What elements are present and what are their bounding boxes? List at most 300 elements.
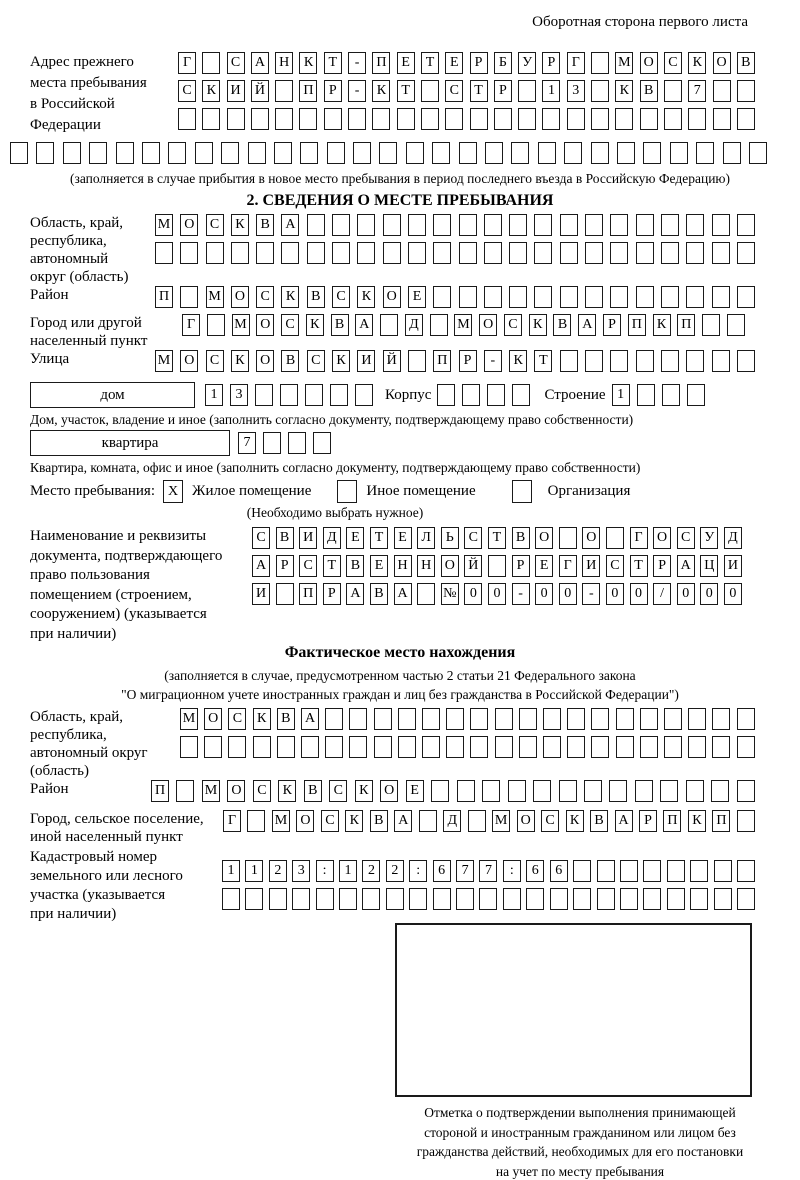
cadastral-cell[interactable]	[526, 888, 544, 910]
actual-district-cell[interactable]	[508, 780, 526, 802]
prev-address-cell[interactable]	[670, 142, 688, 164]
city-cell[interactable]: В	[553, 314, 571, 336]
actual-city-cell[interactable]: О	[296, 810, 314, 832]
region-cell[interactable]	[332, 242, 350, 264]
prev-address-cell[interactable]: У	[518, 52, 536, 74]
cadastral-cell[interactable]	[737, 860, 755, 882]
document-cell[interactable]: 0	[724, 583, 742, 605]
document-cell[interactable]: Т	[370, 527, 388, 549]
prev-address-cell[interactable]: К	[372, 80, 390, 102]
district-cell[interactable]: К	[357, 286, 375, 308]
region-cell[interactable]	[636, 214, 654, 236]
actual-city-cell[interactable]: П	[712, 810, 730, 832]
actual-region-cell[interactable]	[446, 736, 464, 758]
prev-address-cell[interactable]	[538, 142, 556, 164]
actual-district-cell[interactable]	[737, 780, 755, 802]
document-cell[interactable]: У	[700, 527, 718, 549]
cadastral-cell[interactable]	[737, 888, 755, 910]
cadastral-cell[interactable]: :	[503, 860, 521, 882]
document-cell[interactable]: В	[346, 555, 364, 577]
cadastral-cell[interactable]: 2	[362, 860, 380, 882]
street-cell[interactable]	[408, 350, 426, 372]
apartment-cell[interactable]: 7	[238, 432, 256, 454]
cadastral-cell[interactable]: 2	[386, 860, 404, 882]
actual-city-cell[interactable]: М	[272, 810, 290, 832]
cadastral-cell[interactable]	[456, 888, 474, 910]
document-cell[interactable]: Е	[370, 555, 388, 577]
actual-district-cell[interactable]	[660, 780, 678, 802]
region-cell[interactable]	[231, 242, 249, 264]
region-cell[interactable]	[686, 214, 704, 236]
prev-address-cell[interactable]	[713, 80, 731, 102]
prev-address-cell[interactable]: Р	[470, 52, 488, 74]
prev-address-cell[interactable]	[327, 142, 345, 164]
document-cell[interactable]: Ц	[700, 555, 718, 577]
street-cell[interactable]: Й	[383, 350, 401, 372]
city-cell[interactable]: А	[578, 314, 596, 336]
street-cell[interactable]	[737, 350, 755, 372]
district-cell[interactable]	[509, 286, 527, 308]
region-cell[interactable]	[661, 214, 679, 236]
cadastral-cell[interactable]: 6	[433, 860, 451, 882]
actual-region-cell[interactable]	[519, 736, 537, 758]
cadastral-cell[interactable]	[597, 888, 615, 910]
prev-address-cell[interactable]	[615, 108, 633, 130]
prev-address-cell[interactable]	[221, 142, 239, 164]
document-cell[interactable]: Е	[535, 555, 553, 577]
city-cell[interactable]: С	[281, 314, 299, 336]
document-cell[interactable]: 0	[488, 583, 506, 605]
district-cell[interactable]: В	[307, 286, 325, 308]
cadastral-cell[interactable]	[245, 888, 263, 910]
actual-region-cell[interactable]: К	[253, 708, 271, 730]
cadastral-cell[interactable]: 2	[269, 860, 287, 882]
prev-address-cell[interactable]: К	[615, 80, 633, 102]
actual-region-cell[interactable]	[543, 736, 561, 758]
cadastral-cell[interactable]	[714, 860, 732, 882]
prev-address-cell[interactable]	[518, 108, 536, 130]
actual-district-cell[interactable]: В	[304, 780, 322, 802]
city-cell[interactable]	[380, 314, 398, 336]
actual-region-cell[interactable]	[470, 736, 488, 758]
region-cell[interactable]	[509, 242, 527, 264]
actual-region-cell[interactable]	[325, 708, 343, 730]
district-cell[interactable]	[560, 286, 578, 308]
city-cell[interactable]	[727, 314, 745, 336]
document-cell[interactable]: Г	[559, 555, 577, 577]
cadastral-cell[interactable]	[667, 860, 685, 882]
prev-address-cell[interactable]: 1	[542, 80, 560, 102]
actual-district-cell[interactable]	[686, 780, 704, 802]
street-cell[interactable]	[636, 350, 654, 372]
actual-city-cell[interactable]: С	[541, 810, 559, 832]
prev-address-cell[interactable]: Б	[494, 52, 512, 74]
street-cell[interactable]	[661, 350, 679, 372]
prev-address-cell[interactable]: -	[348, 80, 366, 102]
actual-region-cell[interactable]	[737, 708, 755, 730]
prev-address-cell[interactable]	[372, 108, 390, 130]
actual-region-cell[interactable]	[398, 736, 416, 758]
document-cell[interactable]: И	[299, 527, 317, 549]
actual-region-cell[interactable]	[712, 708, 730, 730]
district-cell[interactable]: М	[206, 286, 224, 308]
prev-address-cell[interactable]	[202, 52, 220, 74]
document-cell[interactable]: Т	[488, 527, 506, 549]
actual-region-cell[interactable]	[688, 708, 706, 730]
document-cell[interactable]: Р	[653, 555, 671, 577]
prev-address-cell[interactable]	[511, 142, 529, 164]
document-cell[interactable]: Т	[323, 555, 341, 577]
apartment-cell[interactable]	[313, 432, 331, 454]
document-cell[interactable]	[559, 527, 577, 549]
actual-district-cell[interactable]: К	[355, 780, 373, 802]
district-cell[interactable]	[737, 286, 755, 308]
city-cell[interactable]	[207, 314, 225, 336]
region-cell[interactable]	[686, 242, 704, 264]
document-cell[interactable]: А	[677, 555, 695, 577]
actual-region-cell[interactable]	[374, 708, 392, 730]
prev-address-cell[interactable]: И	[227, 80, 245, 102]
district-cell[interactable]: С	[332, 286, 350, 308]
document-cell[interactable]: С	[252, 527, 270, 549]
korpus-cell[interactable]	[462, 384, 480, 406]
cadastral-cell[interactable]	[573, 860, 591, 882]
region-cell[interactable]	[433, 214, 451, 236]
house-cell[interactable]	[255, 384, 273, 406]
document-cell[interactable]: И	[582, 555, 600, 577]
prev-address-cell[interactable]	[737, 108, 755, 130]
region-cell[interactable]	[408, 242, 426, 264]
prev-address-cell[interactable]: А	[251, 52, 269, 74]
region-cell[interactable]: А	[281, 214, 299, 236]
prev-address-cell[interactable]: Т	[397, 80, 415, 102]
street-cell[interactable]: О	[180, 350, 198, 372]
prev-address-cell[interactable]	[195, 142, 213, 164]
actual-district-cell[interactable]	[457, 780, 475, 802]
actual-district-cell[interactable]: О	[227, 780, 245, 802]
actual-city-cell[interactable]: В	[370, 810, 388, 832]
prev-address-cell[interactable]	[542, 108, 560, 130]
region-cell[interactable]	[383, 214, 401, 236]
cadastral-cell[interactable]	[269, 888, 287, 910]
document-cell[interactable]: А	[394, 583, 412, 605]
actual-city-cell[interactable]	[737, 810, 755, 832]
street-cell[interactable]: К	[231, 350, 249, 372]
cadastral-cell[interactable]	[386, 888, 404, 910]
prev-address-cell[interactable]	[713, 108, 731, 130]
district-cell[interactable]: О	[383, 286, 401, 308]
document-cell[interactable]: В	[512, 527, 530, 549]
korpus-cell[interactable]	[437, 384, 455, 406]
actual-region-cell[interactable]	[712, 736, 730, 758]
cadastral-cell[interactable]	[433, 888, 451, 910]
actual-district-cell[interactable]	[635, 780, 653, 802]
document-cell[interactable]: О	[582, 527, 600, 549]
actual-district-cell[interactable]	[482, 780, 500, 802]
document-cell[interactable]: Т	[630, 555, 648, 577]
document-cell[interactable]: Р	[512, 555, 530, 577]
document-cell[interactable]: А	[346, 583, 364, 605]
region-cell[interactable]	[383, 242, 401, 264]
street-cell[interactable]: П	[433, 350, 451, 372]
actual-district-cell[interactable]	[584, 780, 602, 802]
prev-address-cell[interactable]	[353, 142, 371, 164]
prev-address-cell[interactable]	[421, 108, 439, 130]
actual-city-cell[interactable]: К	[688, 810, 706, 832]
document-cell[interactable]: И	[252, 583, 270, 605]
prev-address-cell[interactable]: С	[445, 80, 463, 102]
district-cell[interactable]	[484, 286, 502, 308]
actual-region-cell[interactable]	[664, 708, 682, 730]
region-cell[interactable]: В	[256, 214, 274, 236]
actual-region-cell[interactable]	[616, 736, 634, 758]
region-cell[interactable]	[332, 214, 350, 236]
prev-address-cell[interactable]: О	[640, 52, 658, 74]
prev-address-cell[interactable]: Р	[494, 80, 512, 102]
actual-city-cell[interactable]	[468, 810, 486, 832]
actual-region-cell[interactable]	[640, 736, 658, 758]
street-cell[interactable]: -	[484, 350, 502, 372]
actual-region-cell[interactable]	[664, 736, 682, 758]
checkbox-organization[interactable]	[512, 480, 532, 503]
region-cell[interactable]	[509, 214, 527, 236]
prev-address-cell[interactable]	[116, 142, 134, 164]
actual-region-cell[interactable]	[422, 736, 440, 758]
cadastral-cell[interactable]: 6	[550, 860, 568, 882]
region-cell[interactable]	[155, 242, 173, 264]
district-cell[interactable]: О	[231, 286, 249, 308]
region-cell[interactable]	[307, 214, 325, 236]
checkbox-residential[interactable]: X	[163, 480, 183, 503]
actual-region-cell[interactable]	[301, 736, 319, 758]
document-cell[interactable]: Е	[346, 527, 364, 549]
prev-address-cell[interactable]: Р	[324, 80, 342, 102]
actual-region-cell[interactable]	[228, 736, 246, 758]
city-cell[interactable]: К	[529, 314, 547, 336]
cadastral-cell[interactable]	[292, 888, 310, 910]
region-cell[interactable]	[206, 242, 224, 264]
region-cell[interactable]	[560, 214, 578, 236]
prev-address-cell[interactable]: М	[615, 52, 633, 74]
prev-address-cell[interactable]	[696, 142, 714, 164]
region-cell[interactable]	[737, 242, 755, 264]
document-cell[interactable]: Л	[417, 527, 435, 549]
cadastral-cell[interactable]	[597, 860, 615, 882]
actual-city-cell[interactable]: П	[663, 810, 681, 832]
prev-address-cell[interactable]	[591, 142, 609, 164]
region-cell[interactable]	[459, 242, 477, 264]
cadastral-cell[interactable]: 1	[245, 860, 263, 882]
actual-region-cell[interactable]	[422, 708, 440, 730]
prev-address-cell[interactable]	[324, 108, 342, 130]
prev-address-cell[interactable]	[432, 142, 450, 164]
house-cell[interactable]	[330, 384, 348, 406]
korpus-cell[interactable]	[487, 384, 505, 406]
prev-address-cell[interactable]	[397, 108, 415, 130]
actual-district-cell[interactable]	[431, 780, 449, 802]
prev-address-cell[interactable]	[567, 108, 585, 130]
region-cell[interactable]	[180, 242, 198, 264]
prev-address-cell[interactable]	[485, 142, 503, 164]
document-cell[interactable]: Ь	[441, 527, 459, 549]
document-cell[interactable]: В	[276, 527, 294, 549]
prev-address-cell[interactable]	[142, 142, 160, 164]
prev-address-cell[interactable]: К	[202, 80, 220, 102]
document-cell[interactable]: 0	[535, 583, 553, 605]
region-cell[interactable]: О	[180, 214, 198, 236]
document-cell[interactable]: С	[606, 555, 624, 577]
district-cell[interactable]: Е	[408, 286, 426, 308]
document-cell[interactable]: 0	[559, 583, 577, 605]
city-cell[interactable]: П	[628, 314, 646, 336]
prev-address-cell[interactable]: О	[713, 52, 731, 74]
actual-region-cell[interactable]	[446, 708, 464, 730]
cadastral-cell[interactable]: 1	[222, 860, 240, 882]
document-cell[interactable]: Д	[724, 527, 742, 549]
region-cell[interactable]	[484, 242, 502, 264]
actual-region-cell[interactable]	[688, 736, 706, 758]
cadastral-cell[interactable]: 6	[526, 860, 544, 882]
street-cell[interactable]: Т	[534, 350, 552, 372]
cadastral-cell[interactable]	[479, 888, 497, 910]
cadastral-cell[interactable]	[643, 860, 661, 882]
actual-district-cell[interactable]: М	[202, 780, 220, 802]
actual-region-cell[interactable]	[277, 736, 295, 758]
apartment-cell[interactable]	[263, 432, 281, 454]
prev-address-cell[interactable]: С	[664, 52, 682, 74]
prev-address-cell[interactable]	[421, 80, 439, 102]
region-cell[interactable]	[433, 242, 451, 264]
prev-address-cell[interactable]: С	[227, 52, 245, 74]
street-cell[interactable]: К	[509, 350, 527, 372]
actual-district-cell[interactable]: П	[151, 780, 169, 802]
document-cell[interactable]: Г	[630, 527, 648, 549]
region-cell[interactable]	[585, 242, 603, 264]
korpus-cell[interactable]	[512, 384, 530, 406]
actual-city-cell[interactable]: А	[394, 810, 412, 832]
city-cell[interactable]: П	[677, 314, 695, 336]
prev-address-cell[interactable]	[275, 80, 293, 102]
prev-address-cell[interactable]	[564, 142, 582, 164]
cadastral-cell[interactable]: 7	[479, 860, 497, 882]
document-cell[interactable]: О	[441, 555, 459, 577]
prev-address-cell[interactable]: Г	[567, 52, 585, 74]
stroenie-cell[interactable]: 1	[612, 384, 630, 406]
street-cell[interactable]: С	[307, 350, 325, 372]
region-cell[interactable]: М	[155, 214, 173, 236]
street-cell[interactable]	[610, 350, 628, 372]
apartment-type-box[interactable]: квартира	[30, 430, 230, 456]
city-cell[interactable]: Р	[603, 314, 621, 336]
prev-address-cell[interactable]	[664, 80, 682, 102]
actual-region-cell[interactable]: О	[204, 708, 222, 730]
actual-city-cell[interactable]: В	[590, 810, 608, 832]
actual-city-cell[interactable]: М	[492, 810, 510, 832]
city-cell[interactable]: В	[331, 314, 349, 336]
prev-address-cell[interactable]	[348, 108, 366, 130]
house-cell[interactable]	[355, 384, 373, 406]
actual-city-cell[interactable]	[247, 810, 265, 832]
district-cell[interactable]	[459, 286, 477, 308]
city-cell[interactable]: О	[479, 314, 497, 336]
district-cell[interactable]: К	[281, 286, 299, 308]
actual-region-cell[interactable]	[374, 736, 392, 758]
actual-region-cell[interactable]	[519, 708, 537, 730]
region-cell[interactable]	[610, 242, 628, 264]
city-cell[interactable]	[702, 314, 720, 336]
document-cell[interactable]	[606, 527, 624, 549]
document-cell[interactable]: Д	[323, 527, 341, 549]
actual-district-cell[interactable]: С	[329, 780, 347, 802]
city-cell[interactable]: Д	[405, 314, 423, 336]
stroenie-cell[interactable]	[662, 384, 680, 406]
document-cell[interactable]: А	[252, 555, 270, 577]
city-cell[interactable]: К	[306, 314, 324, 336]
actual-region-cell[interactable]	[543, 708, 561, 730]
region-cell[interactable]	[484, 214, 502, 236]
prev-address-cell[interactable]	[251, 108, 269, 130]
document-cell[interactable]	[417, 583, 435, 605]
prev-address-cell[interactable]: П	[299, 80, 317, 102]
cadastral-cell[interactable]	[550, 888, 568, 910]
cadastral-cell[interactable]	[643, 888, 661, 910]
prev-address-cell[interactable]: В	[737, 52, 755, 74]
document-cell[interactable]: /	[653, 583, 671, 605]
document-cell[interactable]: С	[299, 555, 317, 577]
prev-address-cell[interactable]	[664, 108, 682, 130]
actual-region-cell[interactable]	[737, 736, 755, 758]
cadastral-cell[interactable]	[316, 888, 334, 910]
prev-address-cell[interactable]: Е	[445, 52, 463, 74]
prev-address-cell[interactable]	[274, 142, 292, 164]
document-cell[interactable]: Н	[417, 555, 435, 577]
prev-address-cell[interactable]	[494, 108, 512, 130]
document-cell[interactable]: 0	[700, 583, 718, 605]
actual-district-cell[interactable]	[176, 780, 194, 802]
region-cell[interactable]	[610, 214, 628, 236]
prev-address-cell[interactable]	[640, 108, 658, 130]
document-cell[interactable]: -	[582, 583, 600, 605]
house-cell[interactable]: 1	[205, 384, 223, 406]
city-cell[interactable]: О	[256, 314, 274, 336]
actual-region-cell[interactable]	[180, 736, 198, 758]
actual-city-cell[interactable]: О	[517, 810, 535, 832]
prev-address-cell[interactable]: Т	[324, 52, 342, 74]
prev-address-cell[interactable]	[470, 108, 488, 130]
region-cell[interactable]	[459, 214, 477, 236]
document-cell[interactable]: И	[724, 555, 742, 577]
region-cell[interactable]	[560, 242, 578, 264]
cadastral-cell[interactable]: :	[409, 860, 427, 882]
stroenie-cell[interactable]	[687, 384, 705, 406]
actual-district-cell[interactable]	[533, 780, 551, 802]
region-cell[interactable]	[357, 242, 375, 264]
prev-address-cell[interactable]	[275, 108, 293, 130]
cadastral-cell[interactable]	[409, 888, 427, 910]
region-cell[interactable]	[534, 242, 552, 264]
prev-address-cell[interactable]	[227, 108, 245, 130]
document-cell[interactable]: С	[677, 527, 695, 549]
cadastral-cell[interactable]	[714, 888, 732, 910]
prev-address-cell[interactable]: Н	[275, 52, 293, 74]
actual-region-cell[interactable]	[591, 736, 609, 758]
street-cell[interactable]: О	[256, 350, 274, 372]
prev-address-cell[interactable]: Р	[542, 52, 560, 74]
actual-district-cell[interactable]	[711, 780, 729, 802]
actual-city-cell[interactable]: Р	[639, 810, 657, 832]
city-cell[interactable]	[430, 314, 448, 336]
city-cell[interactable]: К	[653, 314, 671, 336]
